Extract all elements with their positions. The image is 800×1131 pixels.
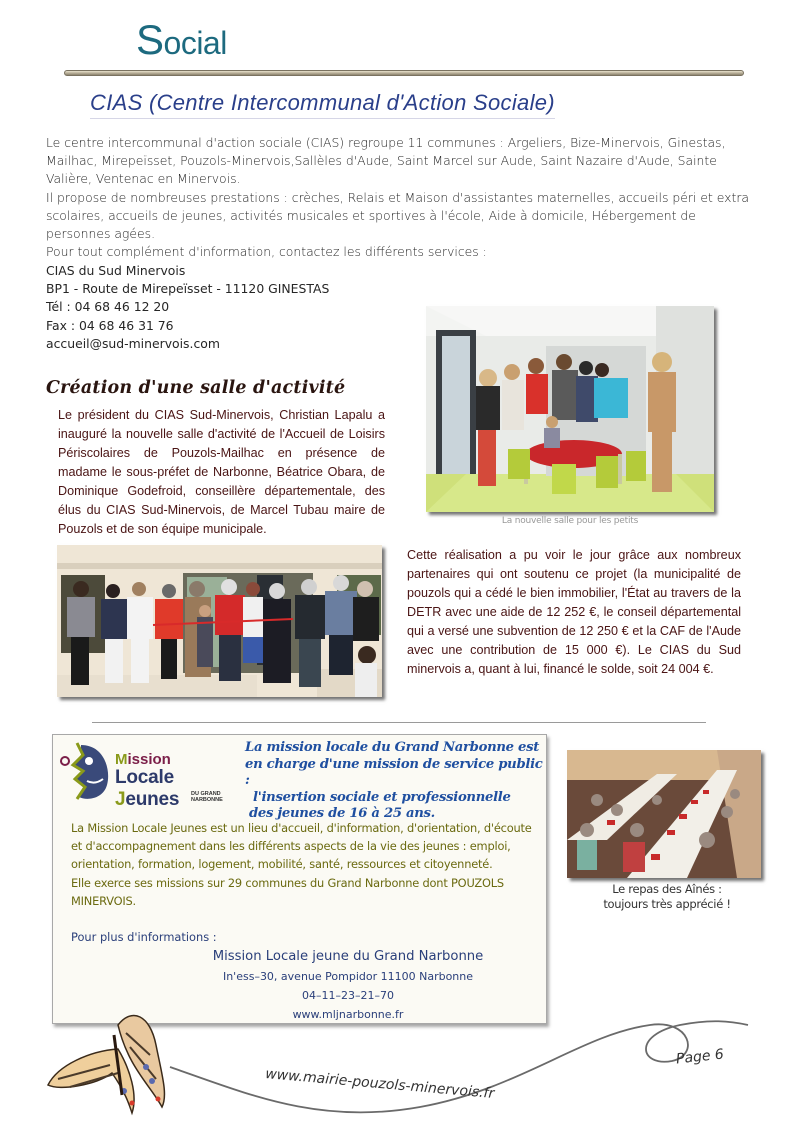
description-paragraph: La Mission Locale Jeunes est un lieu d'accueil, d'information, d'orientation, d'écoute et d'accompagnement dans les différents aspects de la vie des jeunes : emploi, orientation, formation, logement, mobilité, santé, ressources et citoyenneté. bbox=[71, 821, 532, 872]
dinner-photo bbox=[567, 750, 761, 878]
dinner-photo-caption bbox=[567, 882, 767, 912]
classroom-photo-caption: La nouvelle salle pour les petits bbox=[501, 516, 639, 526]
contact-address: In'ess–30, avenue Pompidor 11100 Narbonne bbox=[222, 970, 474, 983]
logo-word-locale: Locale bbox=[115, 767, 174, 788]
cias-heading: CIAS (Centre Intercommunal d'Action Sociale) bbox=[90, 90, 555, 119]
section-title bbox=[136, 16, 227, 64]
cias-contact-name: CIAS du Sud Minervois bbox=[46, 263, 186, 278]
more-info-label: Pour plus d'informations : bbox=[71, 930, 217, 944]
contact-phone: 04–11–23–21–70 bbox=[302, 989, 394, 1002]
mission-locale-face-icon bbox=[59, 741, 115, 803]
headline-line: l'insertion sociale et professionnelle bbox=[253, 789, 511, 805]
logo-rest-eunes: eunes bbox=[125, 789, 180, 810]
cias-intro bbox=[46, 134, 761, 261]
cias-paragraph-communes: Le centre intercommunal d'action sociale (CIAS) regroupe 11 communes : Argeliers, Bize-Minervois, Ginestas, Mailhac, Mirepeïsset, Pouzols-Minervois,Sallèles d'Aude, Saint Marcel sur Aude, Saint Nazaire d'Aude, Sainte Valière, Ventenac en Minervois. bbox=[46, 135, 726, 187]
funding-body: Cette réalisation a pu voir le jour grâce aux nombreux partenaires qui ont soutenu ce projet (la municipalité de pouzols qui a cédé le bien immobilier, l'État au travers de la DETR avec une aide de 12 252 €, le conseil départemental qui a versé une subvention de 12 250 € et la CAF de l'Aude avec une contribution de 15 000 €). Le CIAS du Sud minervois a, quant à lui, financé le solde, soit 24 004 €. bbox=[407, 548, 741, 676]
mission-locale-logo bbox=[59, 741, 239, 810]
mission-locale-description bbox=[71, 819, 541, 910]
logo-line-grand-narbonne: DU GRAND NARBONNE bbox=[191, 791, 223, 803]
classroom-photo bbox=[426, 306, 714, 512]
mission-locale-headline bbox=[245, 740, 545, 823]
cias-contact-fax: Fax : 04 68 46 31 76 bbox=[46, 317, 174, 333]
logo-line-mission bbox=[115, 751, 171, 768]
footer-website-link[interactable]: www.mairie-pouzols-minervois.fr bbox=[264, 1066, 495, 1102]
cias-contact-phone: Tél : 04 68 46 12 20 bbox=[46, 299, 170, 315]
description-paragraph: Elle exerce ses missions sur 29 communes du Grand Narbonne dont POUZOLS MINERVOIS. bbox=[71, 875, 504, 908]
contact-name: Mission Locale jeune du Grand Narbonne bbox=[212, 949, 484, 964]
cias-contact-address: BP1 - Route de Mirepeïsset - 11120 GINESTAS bbox=[46, 281, 330, 297]
logo-initial-m: M bbox=[115, 751, 128, 768]
section-title-initial: S bbox=[136, 16, 164, 63]
creation-heading: Création d'une salle d'activité bbox=[46, 378, 346, 398]
dinner-caption-line: toujours très apprécié ! bbox=[603, 897, 731, 911]
cias-contact-email[interactable]: accueil@sud-minervois.com bbox=[46, 335, 220, 351]
creation-body: Le président du CIAS Sud-Minervois, Christian Lapalu a inauguré la nouvelle salle d'activité de l'Accueil de Loisirs Périscolaires de Pouzols-Mailhac en présence de madame le sous-préfet de Narbonne, Béatrice Obara, de Dominique Godefroid, conseillère départementale, des élus du CIAS Sud-Minervois, de Marcel Tubau maire de Pouzols et de son équipe municipale. bbox=[58, 408, 385, 536]
dinner-caption-line: Le repas des Aînés : bbox=[612, 882, 722, 896]
cias-contact bbox=[46, 262, 329, 353]
logo-rest-ission: ission bbox=[127, 751, 171, 768]
title-divider bbox=[64, 70, 744, 76]
logo-line-locale-jeunes bbox=[115, 767, 239, 811]
mission-locale-box bbox=[52, 734, 547, 1024]
cias-paragraph-services: Il propose de nombreuses prestations : crèches, Relais et Maison d'assistantes maternelles, accueils péri et extra scolaires, accueils de jeunes, activités musicales et sportives à l'école, Aide à domicile, Hébergement de personnes agées. bbox=[46, 189, 750, 242]
headline-line: en charge d'une mission de service public : bbox=[245, 756, 543, 788]
logo-initial-j: J bbox=[115, 789, 126, 810]
headline-line: La mission locale du Grand Narbonne est bbox=[245, 740, 540, 755]
ribbon-cutting-photo bbox=[57, 545, 382, 697]
cias-paragraph-contact-intro: Pour tout complément d'information, contactez les différents services : bbox=[46, 244, 487, 260]
contact-website-link[interactable]: www.mljnarbonne.fr bbox=[292, 1008, 404, 1021]
section-divider bbox=[92, 722, 706, 723]
page-number: Page 6 bbox=[675, 1046, 725, 1068]
butterfly-icon bbox=[48, 1015, 164, 1113]
headline-line: des jeunes de 16 à 25 ans. bbox=[249, 806, 435, 821]
section-title-rest: ocial bbox=[163, 25, 227, 61]
